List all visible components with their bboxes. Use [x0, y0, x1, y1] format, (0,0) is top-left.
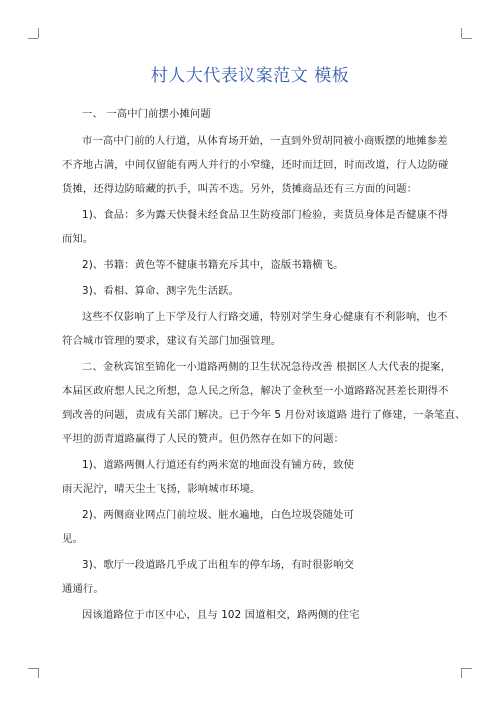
crop-mark-bottom-left-vertical — [38, 668, 39, 678]
list-item — [62, 507, 442, 547]
paragraph-line: 市一高中门前的人行道，从体育场开始，一直到外贸胡同被小商贩摆的地摊参差 — [82, 135, 448, 147]
paragraph-line: 不齐地占满，中间仅留能有两人并行的小窄缝，还时而迂回，时而改道，行人边防碰 — [62, 159, 449, 171]
paragraph-line: 因该道路位于市区中心，且与 102 国道相交，路两侧的住宅 — [82, 609, 360, 621]
crop-mark-bottom-right-horizontal — [462, 668, 472, 669]
paragraph — [62, 607, 442, 623]
crop-mark-top-left-vertical — [38, 28, 39, 38]
paragraph-line: 到改善的问题，责成有关部门解决。已于今年 5 月份对该道路 进行了修建，一条笔直、 — [62, 409, 466, 421]
crop-mark-top-right-vertical — [461, 28, 462, 38]
paragraph-line: 1)、道路两侧人行道还有约两米宽的地面没有铺方砖，致使 — [82, 459, 355, 471]
paragraph-line: 一、 一高中门前摆小摊问题 — [82, 108, 211, 120]
paragraph-line: 这些不仅影响了上下学及行人行路交通，特别对学生身心健康有不利影响，也不 — [82, 311, 448, 323]
paragraph-line: 本届区政府想人民之所想，急人民之所急，解决了金秋至一小道路路况甚差长期得不 — [62, 385, 449, 397]
list-item — [62, 283, 442, 299]
list-item — [62, 207, 449, 247]
paragraph-line: 见。 — [62, 533, 83, 545]
paragraph-line: 通通行。 — [62, 583, 104, 595]
crop-mark-top-left-horizontal — [28, 38, 38, 39]
crop-mark-bottom-left-horizontal — [28, 668, 38, 669]
list-item — [62, 257, 442, 273]
list-item — [62, 457, 442, 497]
paragraph-line: 而知。 — [62, 233, 94, 245]
paragraph-line: 雨天泥泞，晴天尘土飞扬，影响城市环境。 — [62, 483, 261, 495]
paragraph — [62, 133, 449, 197]
paragraph-line: 符合城市管理的要求，建议有关部门加强管理。 — [62, 335, 282, 347]
paragraph-line: 1)、食品：多为露天快餐未经食品卫生防疫部门检验，卖货员身体是否健康不得 — [82, 209, 449, 221]
list-item — [62, 557, 442, 597]
document-title: 村人大代表议案范文 模板 — [150, 66, 350, 86]
paragraph-line: 平坦的沥青道路赢得了人民的赞声。但仍然存在如下的问题： — [62, 433, 345, 445]
paragraph — [62, 309, 448, 349]
section-heading-2 — [62, 359, 466, 447]
paragraph-line: 2)、两侧商业网点门前垃圾、脏水遍地，白色垃圾袋随处可 — [82, 509, 355, 521]
paragraph-line: 货摊，还得边防暗藏的扒手，叫苦不迭。另外，货摊商品还有三方面的问题： — [62, 183, 418, 195]
paragraph-line: 二、金秋宾馆至锦化一小道路两侧的卫生状况急待改善 根据区人大代表的提案， — [82, 361, 452, 373]
crop-mark-bottom-right-vertical — [461, 668, 462, 678]
document-body — [62, 106, 466, 623]
section-heading-1 — [62, 106, 442, 122]
paragraph-line: 3)、歌厅一段道路几乎成了出租车的停车场，有时很影响交 — [82, 559, 355, 571]
paragraph-line: 3)、看相、算命、测字先生活跃。 — [82, 285, 240, 297]
crop-mark-top-right-horizontal — [462, 38, 472, 39]
paragraph-line: 2)、书籍：黄色等不健康书籍充斥其中，盗版书籍横飞。 — [82, 259, 344, 271]
